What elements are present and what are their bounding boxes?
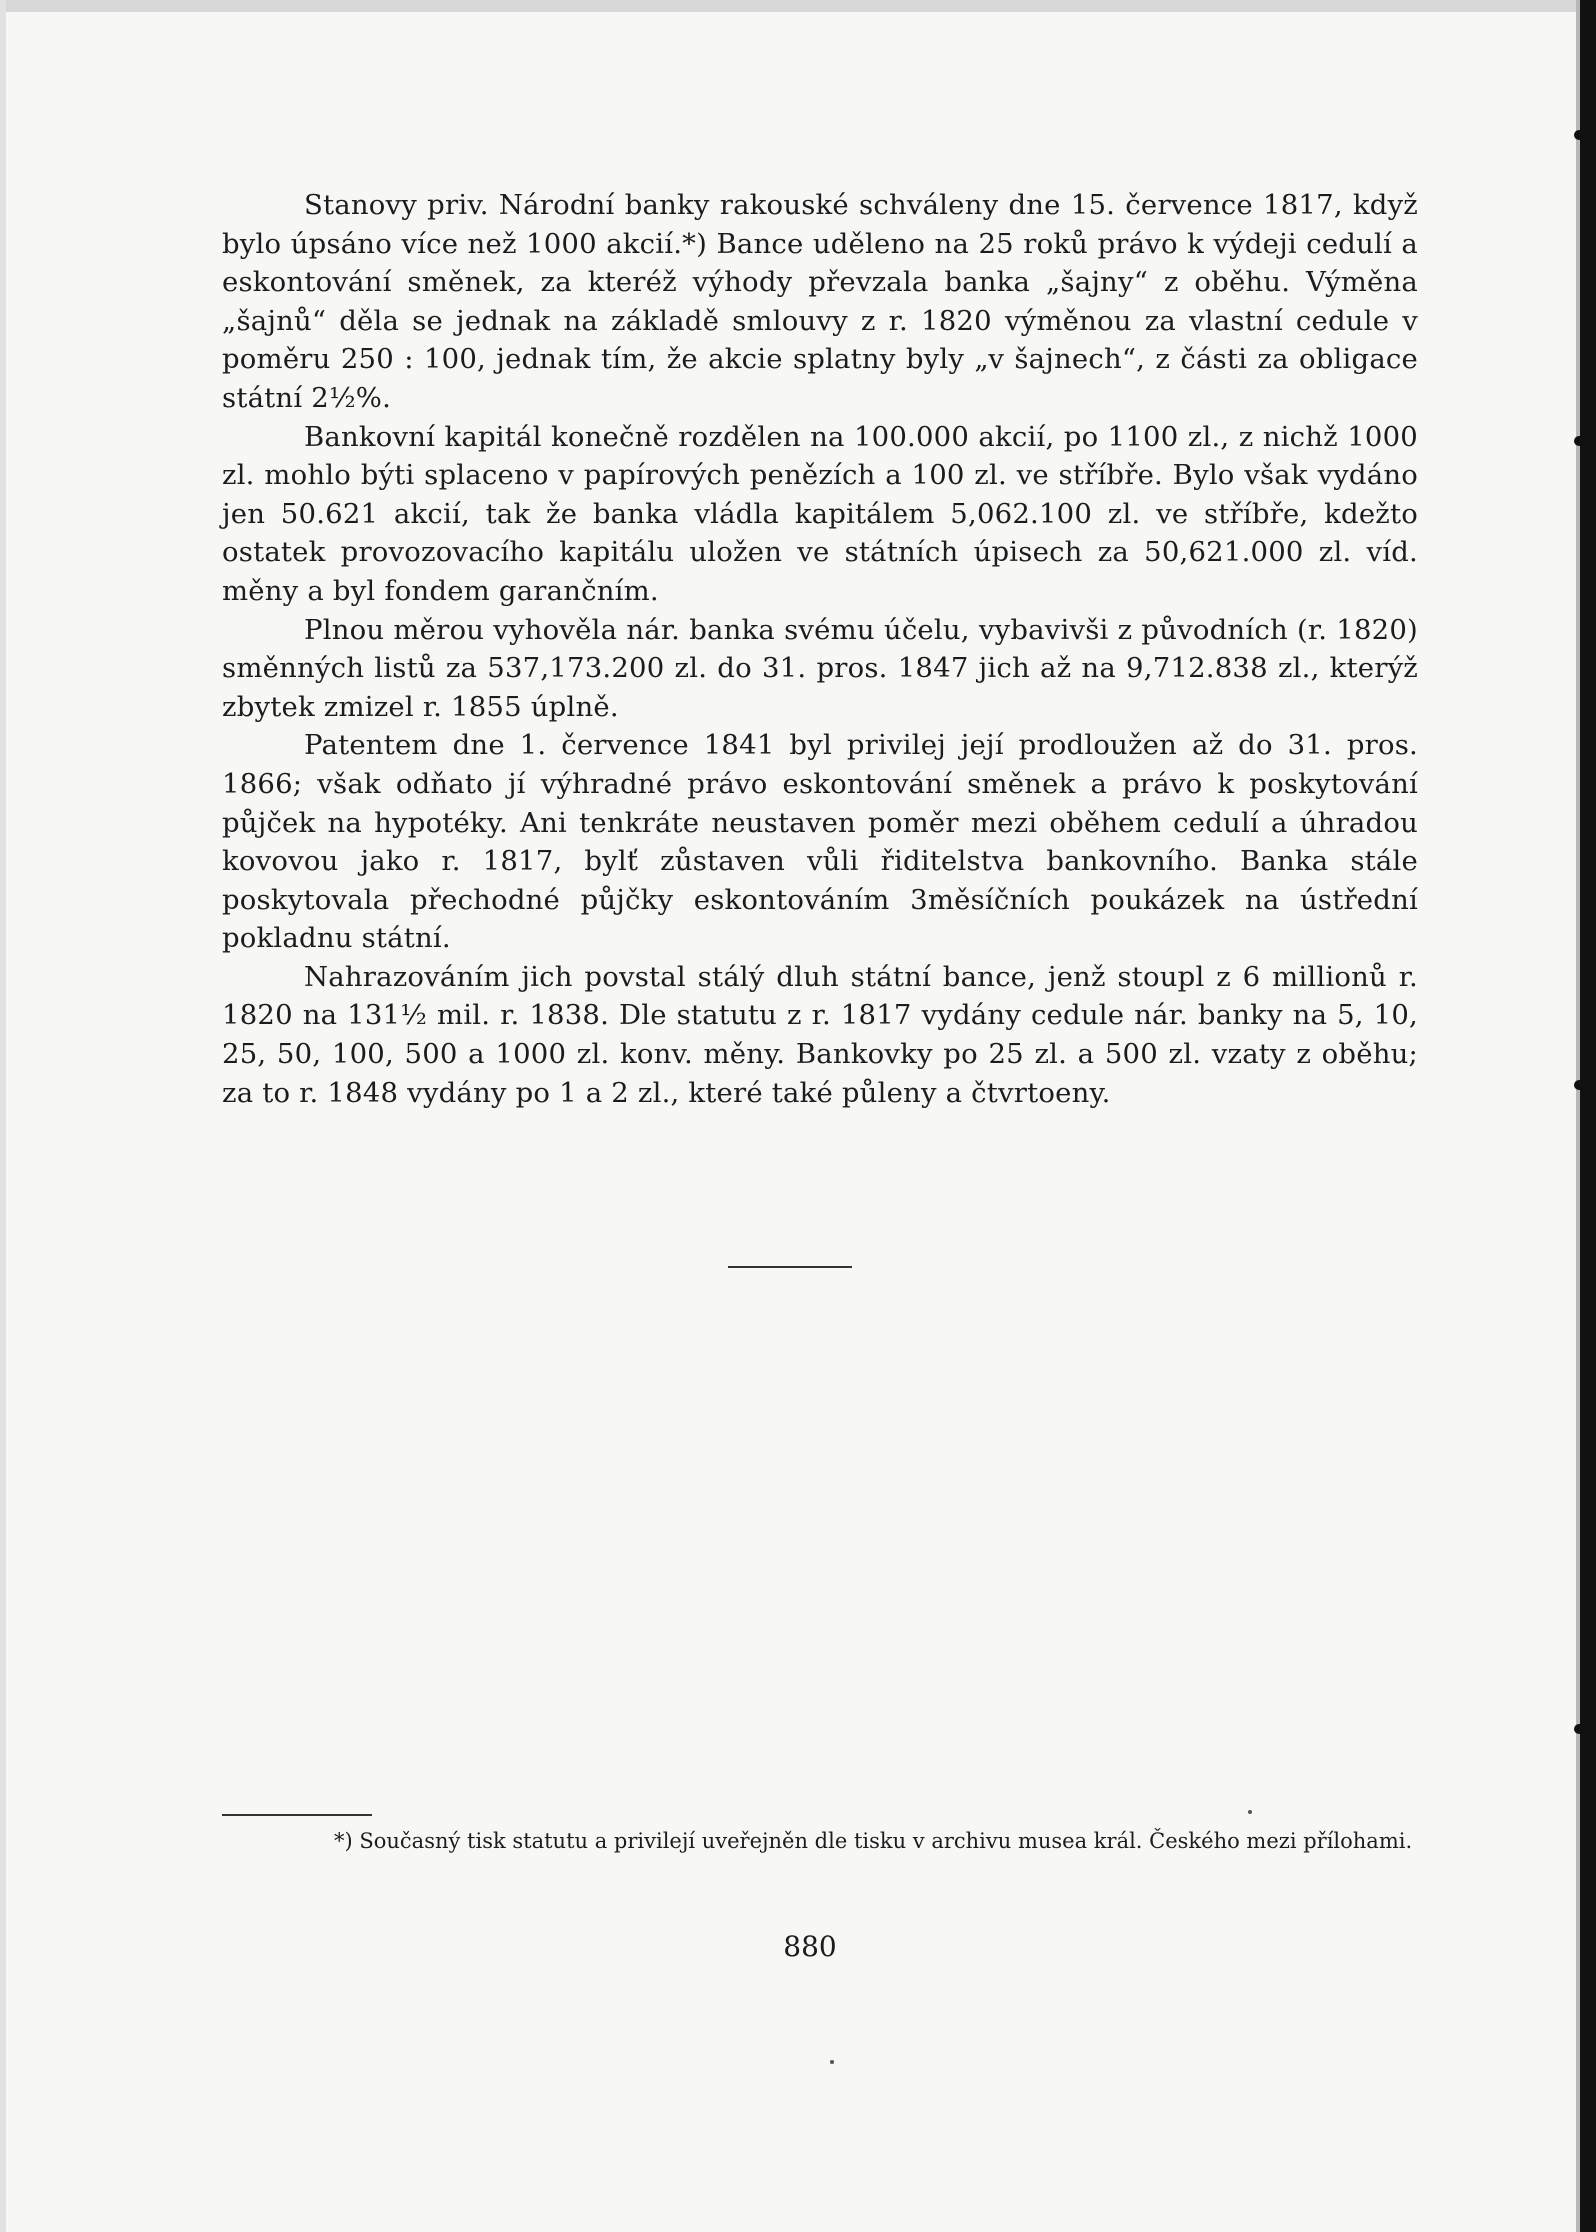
paragraph: Patentem dne 1. července 1841 byl privilej její prodloužen až do 31. pros. 1866; však odňato jí výhradné právo eskontování směnek a právo k poskytování půjček na hypotéky. Ani tenkráte neustaven poměr mezi oběhem cedulí a úhradou kovovou jako r. 1817, bylť zůstaven vůli řiditelstva bankovního. Banka stále poskytovala přechodné půjčky eskontováním 3měsíčních poukázek na ústřední pokladnu státní. [222, 729, 1418, 955]
scan-speck [1248, 1810, 1252, 1814]
paragraph: Stanovy priv. Národní banky rakouské schváleny dne 15. července 1817, když bylo úpsáno více než 1000 akcií.*) Bance uděleno na 25 roků právo k výdeji cedulí a eskontování směnek, za kteréž výhody převzala banka „šajny“ z oběhu. Výměna „šajnů“ děla se jednak na základě smlouvy z r. 1820 výměnou za vlastní cedule v poměru 250 : 100, jednak tím, že akcie splatny byly „v šajnech“, z části za obligace státní 2½%. [222, 189, 1418, 414]
paragraph: Nahrazováním jich povstal stálý dluh státní bance, jenž stoupl z 6 millionů r. 1820 na 131½ mil. r. 1838. Dle statutu z r. 1817 vydány cedule nár. banky na 5, 10, 25, 50, 100, 500 a 1000 zl. konv. měny. Bankovky po 25 zl. a 500 zl. vzaty z oběhu; za to r. 1848 vydány po 1 a 2 zl., které také půleny a čtvrtoeny. [222, 960, 1418, 1109]
scan-border-left [0, 0, 6, 2232]
scan-edge-mark [1574, 1724, 1584, 1734]
footnote-divider [222, 1814, 372, 1816]
scan-border-top [0, 0, 1596, 12]
page-number: 880 [783, 1930, 837, 1963]
paragraph: Bankovní kapitál konečně rozdělen na 100.000 akcií, po 1100 zl., z nichž 1000 zl. mohlo býti splaceno v papírových penězích a 100 zl. ve stříbře. Bylo však vydáno jen 50.621 akcií, tak že banka vládla kapitálem 5,062.100 zl. ve stříbře, kdežto ostatek provozovacího kapitálu uložen ve státních úpisech za 50,621.000 zl. víd. měny a byl fondem garančním. [222, 420, 1418, 607]
paragraph: Plnou měrou vyhověla nár. banka svému účelu, vybavivši z původních (r. 1820) směnných listů za 537,173.200 zl. do 31. pros. 1847 jich až na 9,712.838 zl., kterýž zbytek zmizel r. 1855 úplně. [222, 613, 1418, 723]
footnote: *) Současný tisk statutu a privilejí uveřejněn dle tisku v archivu musea král. Českého mezi přílohami. [334, 1829, 1413, 1853]
section-divider [728, 1266, 852, 1268]
body-text [222, 186, 1418, 1112]
scan-border-right [1580, 0, 1596, 2232]
scan-edge-mark [1574, 1080, 1584, 1090]
scan-speck [830, 2060, 834, 2064]
scan-edge-mark [1574, 436, 1584, 446]
scan-edge-mark [1574, 130, 1584, 140]
